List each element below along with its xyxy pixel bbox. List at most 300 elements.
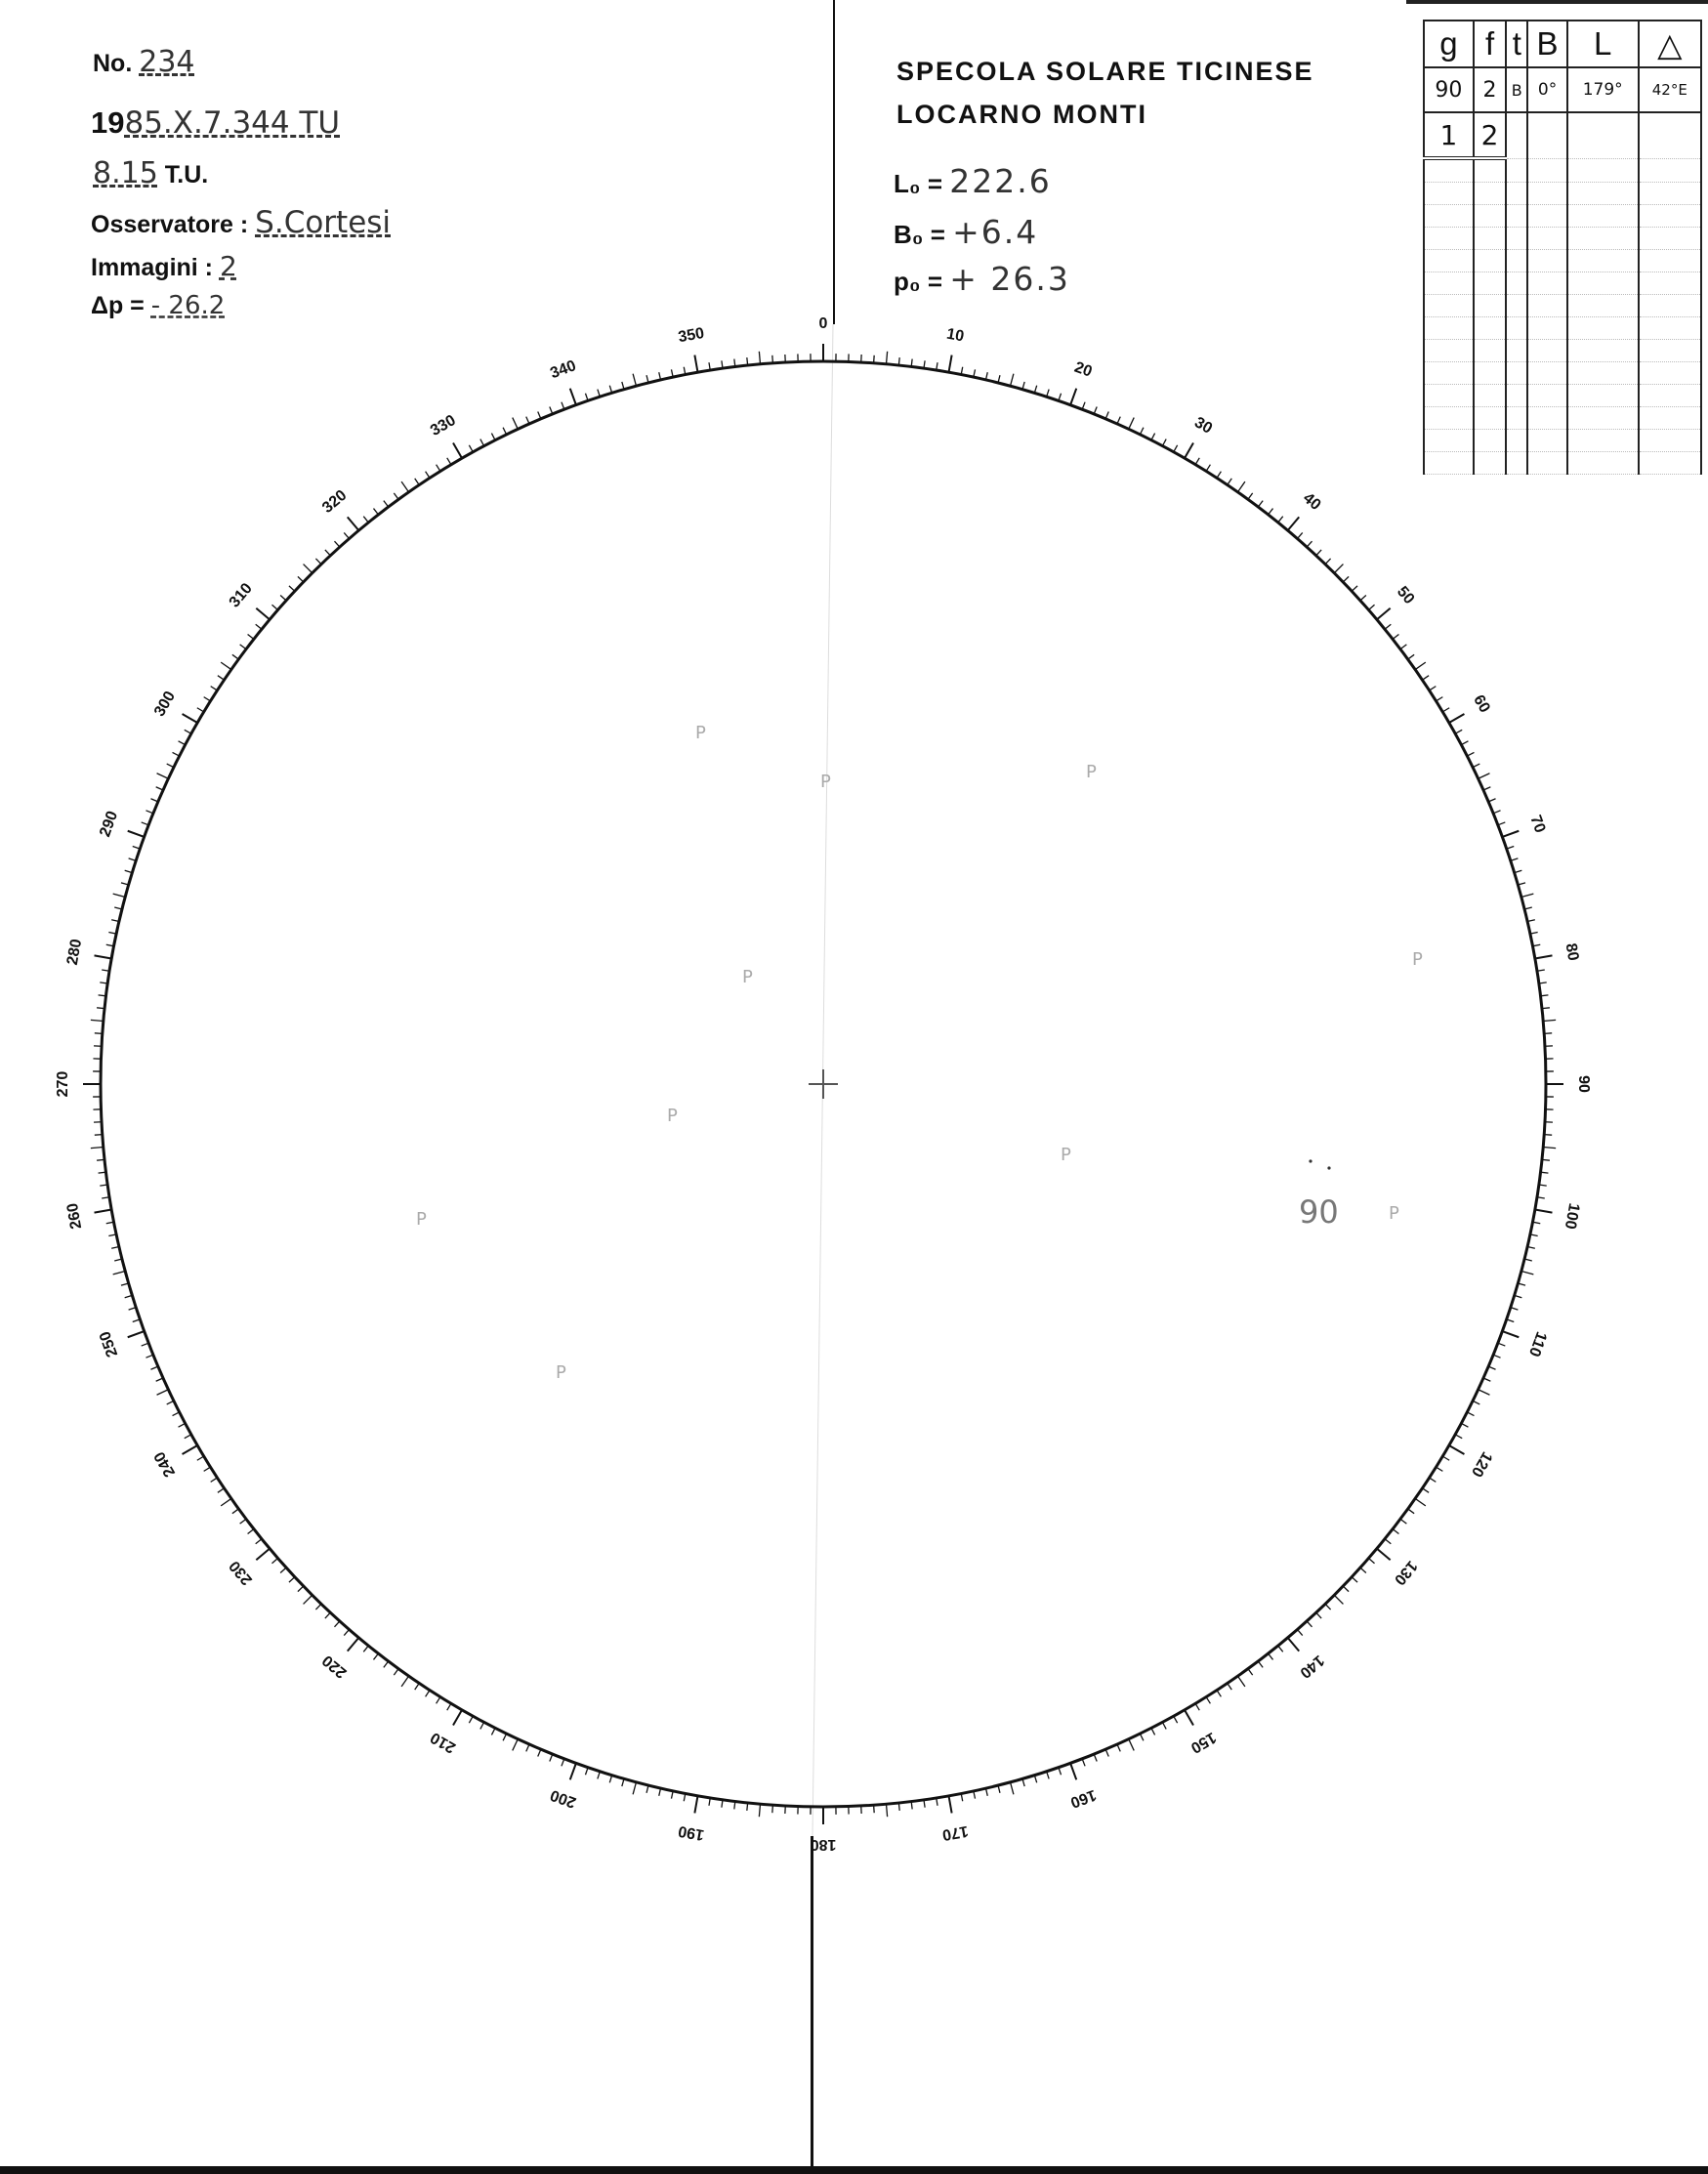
degree-tick [1352, 586, 1357, 591]
degree-tick [898, 1803, 899, 1811]
degree-tick [447, 458, 451, 465]
faint-mark: P [742, 967, 753, 987]
degree-tick [503, 428, 507, 435]
degree-tick [1488, 1366, 1495, 1369]
degree-tick [304, 1595, 312, 1604]
degree-tick [1521, 894, 1534, 897]
b0-label: B₀ = [894, 220, 945, 249]
degree-tick [183, 1445, 198, 1454]
faint-mark: P [667, 1106, 678, 1126]
degree-tick [1278, 1646, 1283, 1651]
degree-tick [173, 1412, 180, 1416]
degree-label: 50 [1393, 583, 1418, 608]
degree-tick [256, 624, 262, 629]
degree-tick [1228, 1683, 1231, 1690]
degree-tick [179, 741, 186, 745]
degree-tick [1082, 1759, 1085, 1766]
degree-tick [1455, 1435, 1462, 1439]
degree-tick [1343, 1586, 1349, 1592]
degree-tick [344, 532, 349, 538]
degree-tick [128, 831, 145, 837]
bottom-edge-bar [0, 2166, 1708, 2174]
degree-tick [1521, 1272, 1534, 1275]
delta-p-value: - 26.2 [150, 291, 226, 320]
col-l: L [1567, 21, 1639, 67]
degree-tick [298, 1586, 304, 1592]
degree-tick [1325, 559, 1331, 564]
degree-label: 160 [1067, 1785, 1099, 1811]
degree-label: 200 [548, 1785, 579, 1811]
degree-tick [1343, 576, 1349, 582]
degree-tick [218, 1488, 225, 1492]
degree-tick [1248, 493, 1253, 499]
degree-tick [1385, 624, 1391, 629]
degree-tick [271, 1558, 277, 1563]
degree-tick [183, 714, 198, 723]
degree-tick [633, 374, 636, 387]
degree-tick [759, 1804, 760, 1817]
degree-tick [325, 1612, 330, 1618]
degree-tick [248, 634, 254, 639]
degree-tick [232, 1509, 238, 1514]
degree-tick [204, 697, 211, 701]
degree-tick [179, 1423, 186, 1427]
degree-tick [384, 501, 389, 507]
sunspot [1309, 1159, 1312, 1162]
degree-tick [1011, 1782, 1014, 1795]
degree-tick [874, 355, 875, 363]
degree-tick [384, 1661, 389, 1667]
degree-tick [1493, 811, 1500, 814]
degree-tick [373, 1653, 378, 1659]
degree-tick [157, 773, 169, 778]
degree-tick [185, 730, 191, 733]
degree-tick [1070, 389, 1076, 405]
degree-tick [173, 752, 180, 756]
degree-tick [1467, 1412, 1474, 1416]
degree-label: 100 [1561, 1201, 1583, 1231]
degree-tick [1237, 481, 1244, 492]
degree-tick [289, 1577, 295, 1582]
degree-tick [334, 1621, 339, 1627]
degree-tick [772, 355, 773, 363]
degree-tick [1479, 773, 1490, 778]
degree-label: 310 [226, 580, 256, 611]
degree-tick [1502, 831, 1519, 837]
degree-tick [298, 576, 304, 582]
degree-label: 170 [940, 1821, 970, 1844]
degree-tick [1415, 1498, 1426, 1505]
degree-tick [156, 787, 163, 790]
degree-tick [1269, 1653, 1273, 1659]
col-delta: △ [1639, 21, 1701, 67]
degree-tick [91, 1147, 104, 1148]
degree-tick [1217, 1691, 1221, 1697]
degree-tick [1393, 634, 1398, 639]
degree-tick [747, 357, 748, 365]
cell-t: B [1506, 67, 1527, 112]
degree-tick [513, 1739, 518, 1751]
degree-tick [570, 1763, 576, 1779]
degree-tick [1544, 1033, 1552, 1034]
degree-label: 120 [1467, 1448, 1496, 1480]
degree-label: 20 [1071, 358, 1095, 381]
degree-tick [526, 1744, 529, 1751]
degree-label: 320 [319, 486, 351, 517]
degree-tick [447, 1703, 451, 1710]
degree-tick [256, 1539, 262, 1544]
degree-tick [886, 352, 887, 364]
degree-tick [1377, 608, 1391, 620]
degree-tick [759, 352, 760, 364]
degree-tick [1535, 955, 1553, 958]
degree-tick [1162, 1722, 1166, 1729]
degree-tick [562, 1759, 564, 1766]
degree-label: 280 [63, 938, 86, 967]
degree-tick [91, 1020, 104, 1021]
degree-label: 290 [97, 809, 122, 840]
degree-tick [325, 550, 330, 556]
group-label: 90 [1299, 1193, 1339, 1231]
degree-tick [1442, 1456, 1449, 1460]
faint-mark: P [1389, 1203, 1399, 1224]
degree-tick [1105, 1749, 1108, 1756]
degree-tick [898, 357, 899, 365]
degree-tick [142, 822, 148, 825]
faint-mark: P [695, 723, 706, 743]
degree-tick [1437, 1467, 1443, 1471]
l0-label: L₀ = [894, 169, 943, 198]
degree-tick [1297, 1629, 1302, 1635]
degree-tick [1288, 1638, 1300, 1651]
degree-tick [1174, 445, 1178, 452]
degree-tick [1422, 1488, 1429, 1492]
degree-tick [1162, 439, 1166, 446]
degree-tick [142, 1343, 148, 1346]
degree-label: 0 [818, 315, 828, 333]
degree-tick [633, 1782, 636, 1795]
degree-tick [1430, 687, 1437, 690]
degree-tick [394, 1669, 398, 1675]
degree-tick [1082, 402, 1085, 409]
degree-tick [1129, 418, 1134, 430]
degree-tick [1228, 479, 1231, 485]
degree-tick [185, 1435, 191, 1439]
degree-tick [221, 1498, 231, 1505]
degree-tick [1011, 374, 1014, 387]
degree-tick [1269, 509, 1273, 515]
degree-tick [1334, 564, 1343, 573]
degree-tick [491, 434, 495, 440]
degree-tick [526, 417, 529, 424]
cell-f: 2 [1474, 67, 1507, 112]
images-value: 2 [219, 250, 237, 282]
degree-tick [1461, 741, 1468, 745]
degree-label: 220 [319, 1651, 351, 1682]
degree-tick [1307, 1621, 1312, 1627]
degree-label: 210 [428, 1728, 459, 1757]
degree-tick [1094, 406, 1097, 413]
degree-tick [886, 1804, 887, 1817]
degree-tick [167, 764, 174, 768]
degree-tick [240, 645, 246, 649]
degree-tick [156, 1378, 163, 1381]
number-value: 234 [139, 45, 195, 79]
delta-p-label: Δp = [91, 292, 145, 319]
degree-tick [1206, 1697, 1210, 1704]
degree-tick [747, 1803, 748, 1811]
degree-tick [1449, 1445, 1465, 1454]
degree-tick [1479, 1390, 1490, 1395]
degree-tick [1117, 1744, 1120, 1751]
institution-name: SPECOLA SOLARE TICINESE [896, 57, 1314, 86]
degree-tick [426, 472, 430, 479]
degree-tick [1483, 1378, 1490, 1381]
degree-tick [513, 418, 518, 430]
degree-label: 350 [677, 324, 706, 347]
degree-tick [1140, 428, 1144, 435]
date-prefix: 19 [91, 105, 125, 140]
degree-tick [562, 402, 564, 409]
degree-tick [1174, 1716, 1178, 1723]
degree-tick [204, 1467, 211, 1471]
degree-tick [694, 1796, 697, 1814]
cell-f: 2 [1474, 112, 1507, 158]
degree-tick [948, 1796, 951, 1814]
institution-location: LOCARNO MONTI [896, 100, 1147, 129]
degree-tick [1542, 1159, 1550, 1160]
degree-tick [211, 1478, 218, 1482]
degree-tick [1325, 1604, 1331, 1610]
col-g: g [1424, 21, 1474, 67]
degree-label: 260 [63, 1201, 86, 1231]
time-suffix: T.U. [164, 161, 209, 188]
degree-tick [95, 1209, 112, 1212]
degree-tick [348, 1638, 359, 1651]
degree-label: 300 [150, 689, 180, 720]
degree-tick [1117, 417, 1120, 424]
faint-mark: P [1412, 949, 1423, 970]
degree-tick [1105, 411, 1108, 418]
images-label: Immagini : [91, 254, 214, 281]
degree-tick [394, 493, 398, 499]
degree-label: 30 [1191, 414, 1216, 438]
degree-tick [453, 1710, 462, 1726]
degree-tick [437, 1697, 440, 1704]
degree-tick [1442, 708, 1449, 712]
degree-tick [1151, 434, 1155, 440]
time-value: 8.15 [93, 156, 158, 190]
degree-tick [1430, 1478, 1437, 1482]
degree-tick [1408, 654, 1414, 659]
degree-label: 80 [1562, 941, 1582, 963]
degree-tick [1288, 517, 1300, 530]
degree-tick [453, 443, 462, 459]
col-b: B [1527, 21, 1567, 67]
degree-tick [503, 1734, 507, 1740]
degree-tick [1473, 764, 1479, 768]
degree-tick [1488, 799, 1495, 802]
degree-tick [271, 605, 277, 609]
degree-tick [1316, 1612, 1321, 1618]
degree-tick [97, 1008, 104, 1009]
degree-label: 190 [677, 1821, 706, 1844]
degree-tick [167, 1401, 174, 1404]
faint-mark: P [1061, 1145, 1071, 1165]
degree-tick [1461, 1423, 1468, 1427]
degree-tick [256, 608, 270, 620]
degree-label: 70 [1526, 813, 1549, 836]
degree-label: 230 [226, 1557, 256, 1588]
degree-tick [1377, 1549, 1391, 1561]
l0-value: 222.6 [949, 162, 1052, 200]
degree-tick [491, 1728, 495, 1735]
degree-tick [1543, 1147, 1556, 1148]
degree-tick [256, 1549, 270, 1561]
cell-b: 0° [1527, 67, 1567, 112]
number-label: No. [93, 50, 133, 77]
degree-tick [218, 676, 225, 680]
degree-tick [1307, 541, 1312, 547]
degree-tick [1483, 787, 1490, 790]
degree-tick [1415, 662, 1426, 669]
degree-tick [1140, 1734, 1144, 1740]
degree-tick [1498, 822, 1505, 825]
degree-tick [948, 355, 951, 373]
degree-tick [1502, 1331, 1519, 1337]
degree-tick [1206, 465, 1210, 472]
degree-tick [401, 1676, 408, 1687]
degree-tick [538, 411, 541, 418]
observer-label: Osservatore : [91, 211, 249, 238]
degree-label: 140 [1296, 1651, 1327, 1682]
faint-mark: P [820, 772, 831, 792]
degree-tick [1278, 517, 1283, 523]
faint-mark: P [1086, 762, 1097, 782]
degree-tick [146, 1355, 152, 1358]
degree-label: 60 [1470, 691, 1493, 716]
degree-tick [1400, 1519, 1406, 1524]
degree-tick [1217, 472, 1221, 479]
degree-tick [426, 1691, 430, 1697]
degree-tick [1544, 1135, 1552, 1136]
degree-label: 270 [55, 1070, 72, 1098]
degree-tick [128, 1331, 145, 1337]
degree-tick [1473, 1401, 1479, 1404]
degree-tick [1316, 550, 1321, 556]
degree-tick [1543, 1020, 1556, 1021]
degree-tick [469, 445, 473, 452]
degree-tick [694, 355, 697, 373]
degree-tick [363, 1646, 368, 1651]
degree-tick [97, 1159, 104, 1160]
degree-tick [95, 1135, 103, 1136]
sunspot [1327, 1166, 1330, 1169]
degree-tick [113, 1272, 126, 1275]
degree-tick [344, 1629, 349, 1635]
degree-tick [415, 1683, 419, 1690]
degree-tick [221, 662, 231, 669]
degree-label: 130 [1391, 1557, 1421, 1588]
degree-tick [480, 439, 484, 446]
cell-l: 179° [1567, 67, 1639, 112]
cell-delta: 42°E [1639, 67, 1701, 112]
degree-label: 330 [428, 411, 459, 440]
degree-label: 340 [548, 357, 579, 383]
degree-tick [1498, 1343, 1505, 1346]
degree-tick [1185, 1710, 1193, 1726]
degree-label: 180 [810, 1835, 837, 1853]
degree-tick [232, 654, 238, 659]
degree-tick [1129, 1739, 1134, 1751]
degree-tick [772, 1805, 773, 1813]
degree-tick [197, 1456, 204, 1460]
degree-tick [538, 1749, 541, 1756]
degree-tick [95, 955, 112, 958]
faint-mark: P [556, 1362, 566, 1383]
observer-value: S.Cortesi [255, 205, 392, 240]
degree-tick [1542, 1008, 1550, 1009]
degree-tick [1334, 1595, 1343, 1604]
degree-tick [469, 1716, 473, 1723]
degree-tick [1422, 676, 1429, 680]
p0-label: p₀ = [894, 267, 943, 296]
degree-tick [1360, 1568, 1366, 1572]
degree-tick [248, 1529, 254, 1534]
degree-tick [1094, 1754, 1097, 1761]
degree-tick [874, 1805, 875, 1813]
degree-tick [550, 1754, 553, 1761]
degree-tick [157, 1390, 169, 1395]
degree-tick [415, 479, 419, 485]
degree-tick [1258, 1661, 1263, 1667]
degree-tick [1151, 1728, 1155, 1735]
degree-tick [211, 687, 218, 690]
degree-tick [1400, 645, 1406, 649]
degree-tick [315, 559, 321, 564]
degree-tick [401, 481, 408, 492]
degree-tick [1195, 458, 1199, 465]
degree-tick [1070, 1763, 1076, 1779]
degree-tick [1408, 1509, 1414, 1514]
degree-tick [197, 708, 204, 712]
degree-tick [1248, 1669, 1253, 1675]
degree-tick [240, 1519, 246, 1524]
degree-tick [363, 517, 368, 523]
degree-tick [1368, 605, 1374, 609]
degree-tick [1393, 1529, 1398, 1534]
degree-tick [1258, 501, 1263, 507]
degree-tick [113, 894, 126, 897]
degree-tick [1493, 1355, 1500, 1358]
degree-tick [437, 465, 440, 472]
degree-tick [1360, 595, 1366, 600]
col-f: f [1474, 21, 1507, 67]
degree-label: 40 [1299, 489, 1324, 515]
degree-label: 90 [1574, 1075, 1592, 1093]
cell-g: 1 [1424, 112, 1474, 158]
degree-tick [1455, 730, 1462, 733]
degree-tick [1237, 1676, 1244, 1687]
degree-tick [348, 517, 359, 530]
degree-tick [1185, 443, 1193, 459]
degree-tick [1467, 752, 1474, 756]
b0-value: +6.4 [952, 213, 1039, 251]
degree-tick [280, 1568, 286, 1572]
degree-tick [570, 389, 576, 405]
degree-tick [1195, 1703, 1199, 1710]
degree-label: 110 [1524, 1329, 1550, 1359]
